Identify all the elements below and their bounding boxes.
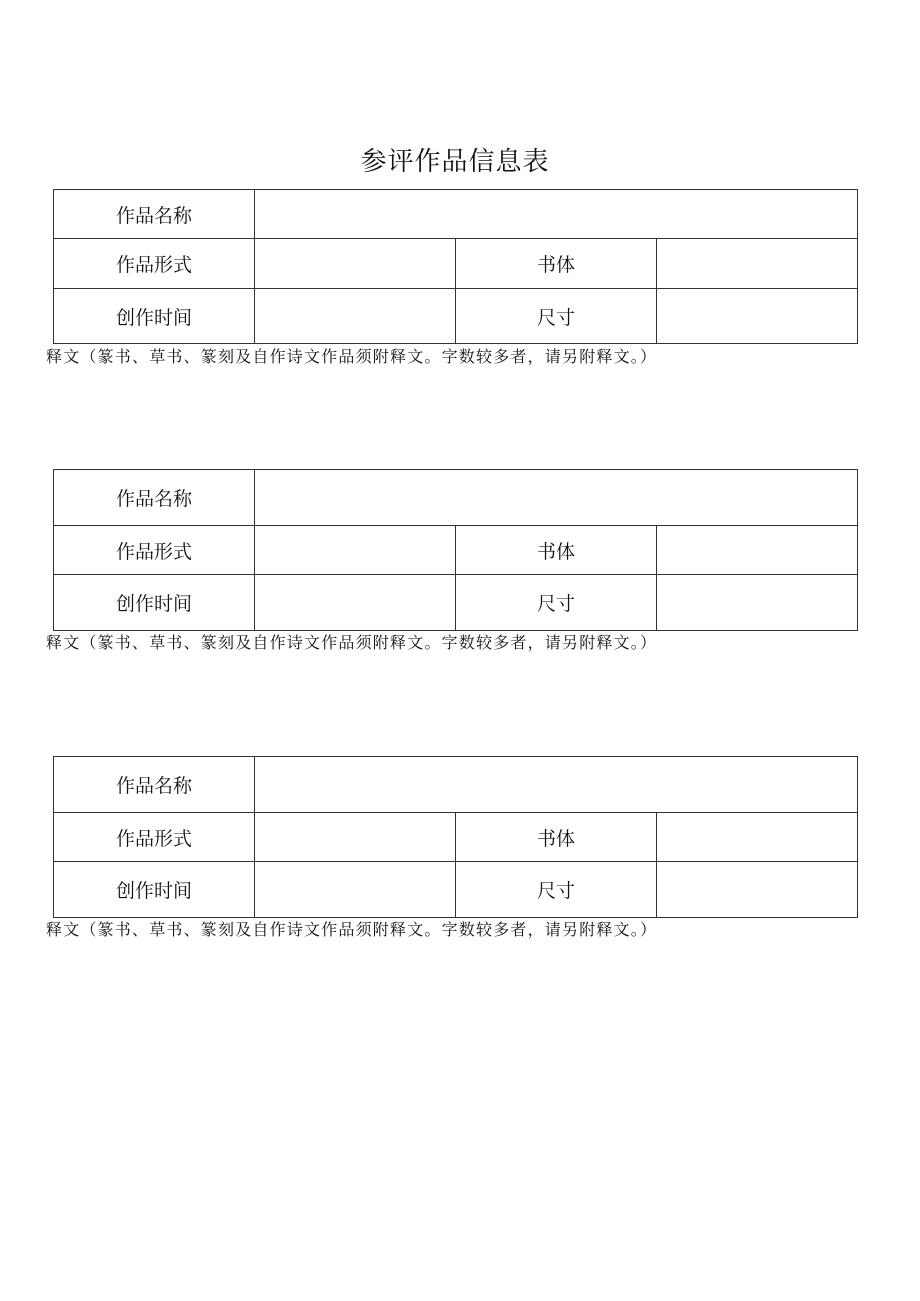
script-style-label: 书体 bbox=[456, 526, 657, 575]
size-field[interactable] bbox=[657, 862, 858, 918]
work-name-field[interactable] bbox=[255, 470, 858, 526]
script-style-field[interactable] bbox=[657, 526, 858, 575]
work-name-field[interactable] bbox=[255, 757, 858, 813]
creation-time-label: 创作时间 bbox=[54, 289, 255, 344]
creation-time-field[interactable] bbox=[255, 575, 456, 631]
script-style-label: 书体 bbox=[456, 239, 657, 289]
size-label: 尺寸 bbox=[456, 289, 657, 344]
work-form-field[interactable] bbox=[255, 239, 456, 289]
entry-form-1 bbox=[53, 189, 858, 344]
transcription-note: 释文（篆书、草书、篆刻及自作诗文作品须附释文。字数较多者，请另附释文。） bbox=[46, 920, 658, 939]
work-name-field[interactable] bbox=[255, 190, 858, 239]
work-form-label: 作品形式 bbox=[54, 239, 255, 289]
work-name-label: 作品名称 bbox=[54, 757, 255, 813]
size-label: 尺寸 bbox=[456, 862, 657, 918]
creation-time-field[interactable] bbox=[255, 289, 456, 344]
size-label: 尺寸 bbox=[456, 575, 657, 631]
size-field[interactable] bbox=[657, 575, 858, 631]
work-form-label: 作品形式 bbox=[54, 813, 255, 862]
creation-time-label: 创作时间 bbox=[54, 862, 255, 918]
size-field[interactable] bbox=[657, 289, 858, 344]
transcription-note: 释文（篆书、草书、篆刻及自作诗文作品须附释文。字数较多者，请另附释文。） bbox=[46, 347, 658, 366]
work-name-label: 作品名称 bbox=[54, 190, 255, 239]
creation-time-label: 创作时间 bbox=[54, 575, 255, 631]
script-style-label: 书体 bbox=[456, 813, 657, 862]
work-form-field[interactable] bbox=[255, 526, 456, 575]
transcription-note: 释文（篆书、草书、篆刻及自作诗文作品须附释文。字数较多者，请另附释文。） bbox=[46, 633, 658, 652]
script-style-field[interactable] bbox=[657, 239, 858, 289]
work-form-field[interactable] bbox=[255, 813, 456, 862]
creation-time-field[interactable] bbox=[255, 862, 456, 918]
work-name-label: 作品名称 bbox=[54, 470, 255, 526]
entry-form-2 bbox=[53, 469, 858, 631]
page-title: 参评作品信息表 bbox=[360, 147, 550, 177]
script-style-field[interactable] bbox=[657, 813, 858, 862]
entry-form-3 bbox=[53, 756, 858, 918]
work-form-label: 作品形式 bbox=[54, 526, 255, 575]
